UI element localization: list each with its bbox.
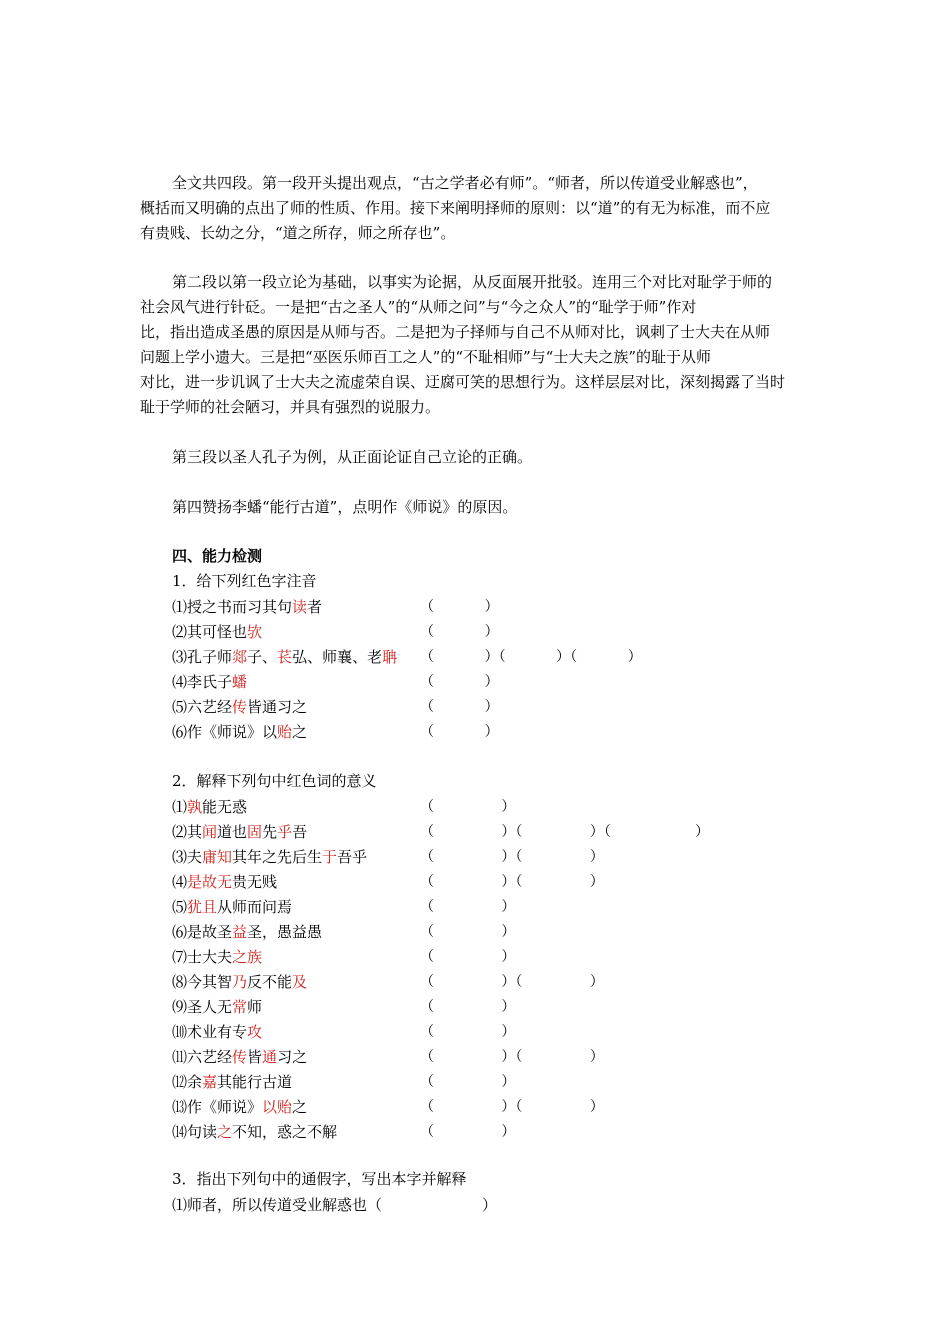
highlighted-word: 贻 xyxy=(277,723,293,741)
q1-item xyxy=(172,670,812,694)
q2-item xyxy=(172,870,812,894)
sentence-fragment: 先 xyxy=(262,823,278,841)
highlighted-word: 读 xyxy=(292,598,308,616)
sentence-fragment: ⑴授之书而习其句 xyxy=(172,598,293,616)
highlighted-word: 是故无 xyxy=(187,873,233,891)
answer-blanks[interactable]: （ ） xyxy=(420,674,499,690)
paragraph-line: 第二段以第一段立论为基础，以事实为论据，从反面展开批驳。连用三个对比对耻学于师的 xyxy=(172,273,773,291)
q2-item xyxy=(172,845,812,869)
sentence-fragment: 皆通习之 xyxy=(247,698,308,716)
highlighted-word: 乎 xyxy=(277,823,293,841)
sentence-fragment: ⑵其 xyxy=(172,823,203,841)
sentence-fragment: ⑹作《师说》以 xyxy=(172,723,278,741)
sentence-fragment: ⑻今其智 xyxy=(172,973,233,991)
highlighted-word: 聃 xyxy=(382,648,398,666)
q2-item xyxy=(172,795,812,819)
sentence-fragment: 能无惑 xyxy=(202,798,248,816)
highlighted-word: 及 xyxy=(292,973,308,991)
highlighted-word: 常 xyxy=(232,998,248,1016)
q2-item-text xyxy=(172,920,322,944)
paragraph-line: 对比，进一步讥讽了士大夫之流虚荣自误、迂腐可笑的思想行为。这样层层对比，深刻揭露了当时 xyxy=(140,373,786,391)
q2-item xyxy=(172,1045,812,1069)
sentence-fragment: ⑼圣人无 xyxy=(172,998,233,1016)
highlighted-word: 蟠 xyxy=(232,673,248,691)
answer-blanks[interactable]: （ ）（ ）（ ） xyxy=(420,649,642,665)
answer-blanks[interactable]: （ ） xyxy=(420,1074,516,1090)
q2-item-text xyxy=(172,945,262,969)
highlighted-word: 嘉 xyxy=(202,1073,218,1091)
sentence-fragment: ⑺士大夫 xyxy=(172,948,233,966)
paragraph-line: 概括而又明确的点出了师的性质、作用。接下来阐明择师的原则：以“道”的有无为标准，而不应 xyxy=(140,199,771,217)
q1-item xyxy=(172,620,812,644)
sentence-fragment: 者 xyxy=(307,598,323,616)
answer-blanks[interactable]: （ ） xyxy=(420,699,499,715)
highlighted-word: 之 xyxy=(217,1123,233,1141)
answer-blanks[interactable]: （ ） xyxy=(420,999,516,1015)
answer-blanks[interactable]: （ ） xyxy=(420,949,516,965)
sentence-fragment: 贵无贱 xyxy=(232,873,278,891)
sentence-fragment: ⒁句读 xyxy=(172,1123,218,1141)
sentence-fragment: 道也 xyxy=(217,823,248,841)
q1-title: 1．给下列红色字注音 xyxy=(172,572,317,590)
q2-item xyxy=(172,1020,812,1044)
answer-blanks[interactable]: （ ）（ ） xyxy=(420,1049,604,1065)
sentence-fragment: 之 xyxy=(292,723,308,741)
sentence-fragment: 弘、师襄、老 xyxy=(292,648,383,666)
answer-blanks[interactable]: （ ）（ ） xyxy=(420,1099,604,1115)
sentence-fragment: 不知，惑之不解 xyxy=(232,1123,338,1141)
q1-item-text xyxy=(172,645,397,669)
paragraph-line: 问题上学小遗大。三是把“巫医乐师百工之人”的“不耻相师”与“士大夫之族”的耻于从师 xyxy=(140,348,712,366)
highlighted-word: 益 xyxy=(232,923,248,941)
highlighted-word: 固 xyxy=(247,823,263,841)
answer-blanks[interactable]: （ ） xyxy=(420,724,499,740)
sentence-fragment: 吾乎 xyxy=(337,848,368,866)
highlighted-word: 闻 xyxy=(202,823,218,841)
highlighted-word: 之族 xyxy=(232,948,263,966)
sentence-fragment: 其能行古道 xyxy=(217,1073,293,1091)
paragraph-line: 有贵贱、长幼之分，“道之所存，师之所存也”。 xyxy=(140,224,456,242)
highlighted-word: 孰 xyxy=(187,798,203,816)
highlighted-word: 犹且 xyxy=(187,898,218,916)
highlighted-word: 乃 xyxy=(232,973,248,991)
q2-item xyxy=(172,820,812,844)
q1-item-text xyxy=(172,595,322,619)
q2-item-text xyxy=(172,870,277,894)
q2-item xyxy=(172,1070,812,1094)
highlighted-word: 于 xyxy=(322,848,338,866)
q2-item xyxy=(172,945,812,969)
answer-blanks[interactable]: （ ）（ ） xyxy=(420,874,604,890)
highlighted-word: 苌 xyxy=(277,648,293,666)
sentence-fragment: 皆 xyxy=(247,1048,263,1066)
q1-item-text xyxy=(172,695,307,719)
q2-item-text xyxy=(172,895,292,919)
sentence-fragment: 其年之先后生 xyxy=(232,848,323,866)
section-heading: 四、能力检测 xyxy=(172,547,263,565)
paragraph-line: 第四赞扬李蟠“能行古道”，点明作《师说》的原因。 xyxy=(172,498,518,516)
q2-item-text xyxy=(172,1120,337,1144)
paragraph-line: 比，指出造成圣愚的原因是从师与否。二是把为子择师与自己不从师对比，讽刺了士大夫在从师 xyxy=(140,323,771,341)
answer-blanks[interactable]: （ ）（ ） xyxy=(420,974,604,990)
answer-blanks[interactable]: （ ） xyxy=(420,624,499,640)
highlighted-word: 传 xyxy=(232,698,248,716)
sentence-fragment: 之 xyxy=(292,1098,308,1116)
q2-item-text xyxy=(172,1020,262,1044)
highlighted-word: 欤 xyxy=(247,623,263,641)
q2-item-text xyxy=(172,795,247,819)
sentence-fragment: ⑷ xyxy=(172,873,188,891)
q2-item xyxy=(172,970,812,994)
sentence-fragment: ⑶夫 xyxy=(172,848,203,866)
q1-item xyxy=(172,595,812,619)
answer-blanks[interactable]: （ ）（ ） xyxy=(420,849,604,865)
sentence-fragment: ⑿余 xyxy=(172,1073,203,1091)
answer-blanks[interactable]: （ ） xyxy=(420,899,516,915)
q1-item-text xyxy=(172,670,247,694)
sentence-fragment: ⑸六艺经 xyxy=(172,698,233,716)
q3-item-text: ⑴师者，所以传道受业解惑也（ xyxy=(172,1196,383,1214)
answer-blanks[interactable]: （ ）（ ）（ ） xyxy=(420,824,710,840)
q1-item xyxy=(172,695,812,719)
sentence-fragment: 吾 xyxy=(292,823,308,841)
paragraph-3 xyxy=(140,445,812,470)
highlighted-word: 攻 xyxy=(247,1023,263,1041)
sentence-fragment: ⑾六艺经 xyxy=(172,1048,233,1066)
sentence-fragment: 从师而问焉 xyxy=(217,898,293,916)
q2-item-text xyxy=(172,1095,307,1119)
sentence-fragment: ⒀作《师说》 xyxy=(172,1098,263,1116)
answer-blanks[interactable]: （ ） xyxy=(420,799,516,815)
paragraph-line: 耻于学师的社会陋习，并具有强烈的说服力。 xyxy=(140,398,441,416)
sentence-fragment: ⑹是故圣 xyxy=(172,923,233,941)
answer-blanks[interactable]: （ ） xyxy=(420,1024,516,1040)
q2-item xyxy=(172,995,812,1019)
q1-item-text xyxy=(172,720,307,744)
highlighted-word: 通 xyxy=(262,1048,278,1066)
sentence-fragment: 子、 xyxy=(247,648,278,666)
q2-item-text xyxy=(172,970,307,994)
q1-item xyxy=(172,645,812,669)
sentence-fragment: 反不能 xyxy=(247,973,293,991)
highlighted-word: 郯 xyxy=(232,648,248,666)
q3-title: 3．指出下列句中的通假字，写出本字并解释 xyxy=(172,1170,467,1188)
sentence-fragment: ⑶孔子师 xyxy=(172,648,233,666)
q2-item-text xyxy=(172,1045,307,1069)
paragraph-4 xyxy=(140,495,812,520)
q2-item xyxy=(172,1120,812,1144)
answer-blanks[interactable]: （ ） xyxy=(420,599,499,615)
paragraph-1 xyxy=(140,171,812,246)
paragraph-line: 全文共四段。第一段开头提出观点，“古之学者必有师”。“师者，所以传道受业解惑也”， xyxy=(172,174,758,192)
highlighted-word: 以贻 xyxy=(262,1098,293,1116)
highlighted-word: 庸知 xyxy=(202,848,233,866)
sentence-fragment: ⑵其可怪也 xyxy=(172,623,248,641)
q1-item-text xyxy=(172,620,262,644)
sentence-fragment: 师 xyxy=(247,998,263,1016)
paragraph-2 xyxy=(140,270,812,420)
answer-blanks[interactable]: （ ） xyxy=(420,924,516,940)
paragraph-line: 社会风气进行针砭。一是把“古之圣人”的“从师之问”与“今之众人”的“耻学于师”作对 xyxy=(140,298,697,316)
paragraph-line: 第三段以圣人孔子为例，从正面论证自己立论的正确。 xyxy=(172,448,533,466)
sentence-fragment: ⑽术业有专 xyxy=(172,1023,248,1041)
highlighted-word: 传 xyxy=(232,1048,248,1066)
q2-item xyxy=(172,1095,812,1119)
q2-item-text xyxy=(172,1070,292,1094)
answer-blanks[interactable]: （ ） xyxy=(420,1124,516,1140)
q3-item xyxy=(172,1193,812,1217)
q2-item-text xyxy=(172,845,367,869)
q2-item-text xyxy=(172,995,262,1019)
q2-item xyxy=(172,920,812,944)
sentence-fragment: 圣，愚益愚 xyxy=(247,923,323,941)
sentence-fragment: ⑸ xyxy=(172,898,188,916)
sentence-fragment: 习之 xyxy=(277,1048,308,1066)
q1-item xyxy=(172,720,812,744)
q2-item-text xyxy=(172,820,307,844)
q3-item-close: ） xyxy=(482,1196,498,1214)
sentence-fragment: ⑴ xyxy=(172,798,188,816)
sentence-fragment: ⑷李氏子 xyxy=(172,673,233,691)
q2-title: 2．解释下列句中红色词的意义 xyxy=(172,772,377,790)
q2-item xyxy=(172,895,812,919)
